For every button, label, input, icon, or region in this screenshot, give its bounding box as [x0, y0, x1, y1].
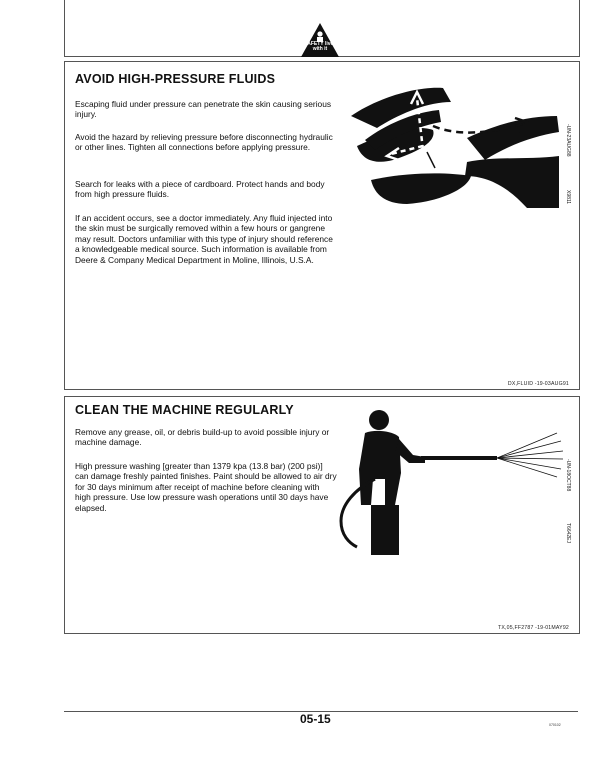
paragraph: High pressure washing [greater than 1379 kpa (13.8 bar) (200 psi)] can damage freshly painted finishes. Paint should be allowed to air dry for 30 days minimum after receipt of machine before cleaning with high pressure. Use low pressure wash operations until 30 days have elapsed.	[75, 461, 337, 513]
section-clean-the-machine-regularly	[64, 396, 580, 634]
section-footer-code: TX,05,FF2787 -19-01MAY92	[497, 625, 569, 631]
footer-small-code: 070102	[549, 723, 561, 727]
section-footer-code: DX,FLUID -19-03AUG91	[507, 381, 569, 387]
paragraph: Remove any grease, oil, or debris build-up to avoid possible injury or machine damage.	[75, 427, 330, 448]
paragraph: Escaping fluid under pressure can penetrate the skin causing serious injury.	[75, 99, 332, 120]
image-code: -UN-23AUG88	[565, 124, 571, 157]
paragraph: Avoid the hazard by relieving pressure before disconnecting hydraulic or other lines. Tighten all connections before applying pressure.	[75, 132, 333, 153]
image-code: -UN-18OCT88	[565, 459, 571, 492]
safety-badge	[300, 22, 340, 58]
image-code: X9811	[565, 190, 571, 205]
paragraph: If an accident occurs, see a doctor immediately. Any fluid injected into the skin must be surgically removed within a few hours or gangrene may result. Doctors unfamiliar with this type of injury should reference a knowledgeable medical source. Such information is available from Deere & Company Medical Department in Moline, Illinois, U.S.A.	[75, 213, 333, 265]
paragraph: Search for leaks with a piece of cardboard. Protect hands and body from high pressure fluids.	[75, 179, 325, 200]
pressure-washer-illustration	[335, 409, 565, 559]
page-number: 05-15	[300, 712, 331, 726]
high-pressure-leak-illustration	[347, 76, 565, 208]
section-title: AVOID HIGH-PRESSURE FLUIDS	[75, 72, 276, 86]
image-code: T6642EJ	[565, 523, 571, 544]
section-title: CLEAN THE MACHINE REGULARLY	[75, 403, 294, 417]
safety-triangle-icon	[300, 22, 340, 58]
section-avoid-high-pressure-fluids	[64, 61, 580, 390]
safety-badge-label: SAFETY lives with it	[303, 41, 337, 52]
